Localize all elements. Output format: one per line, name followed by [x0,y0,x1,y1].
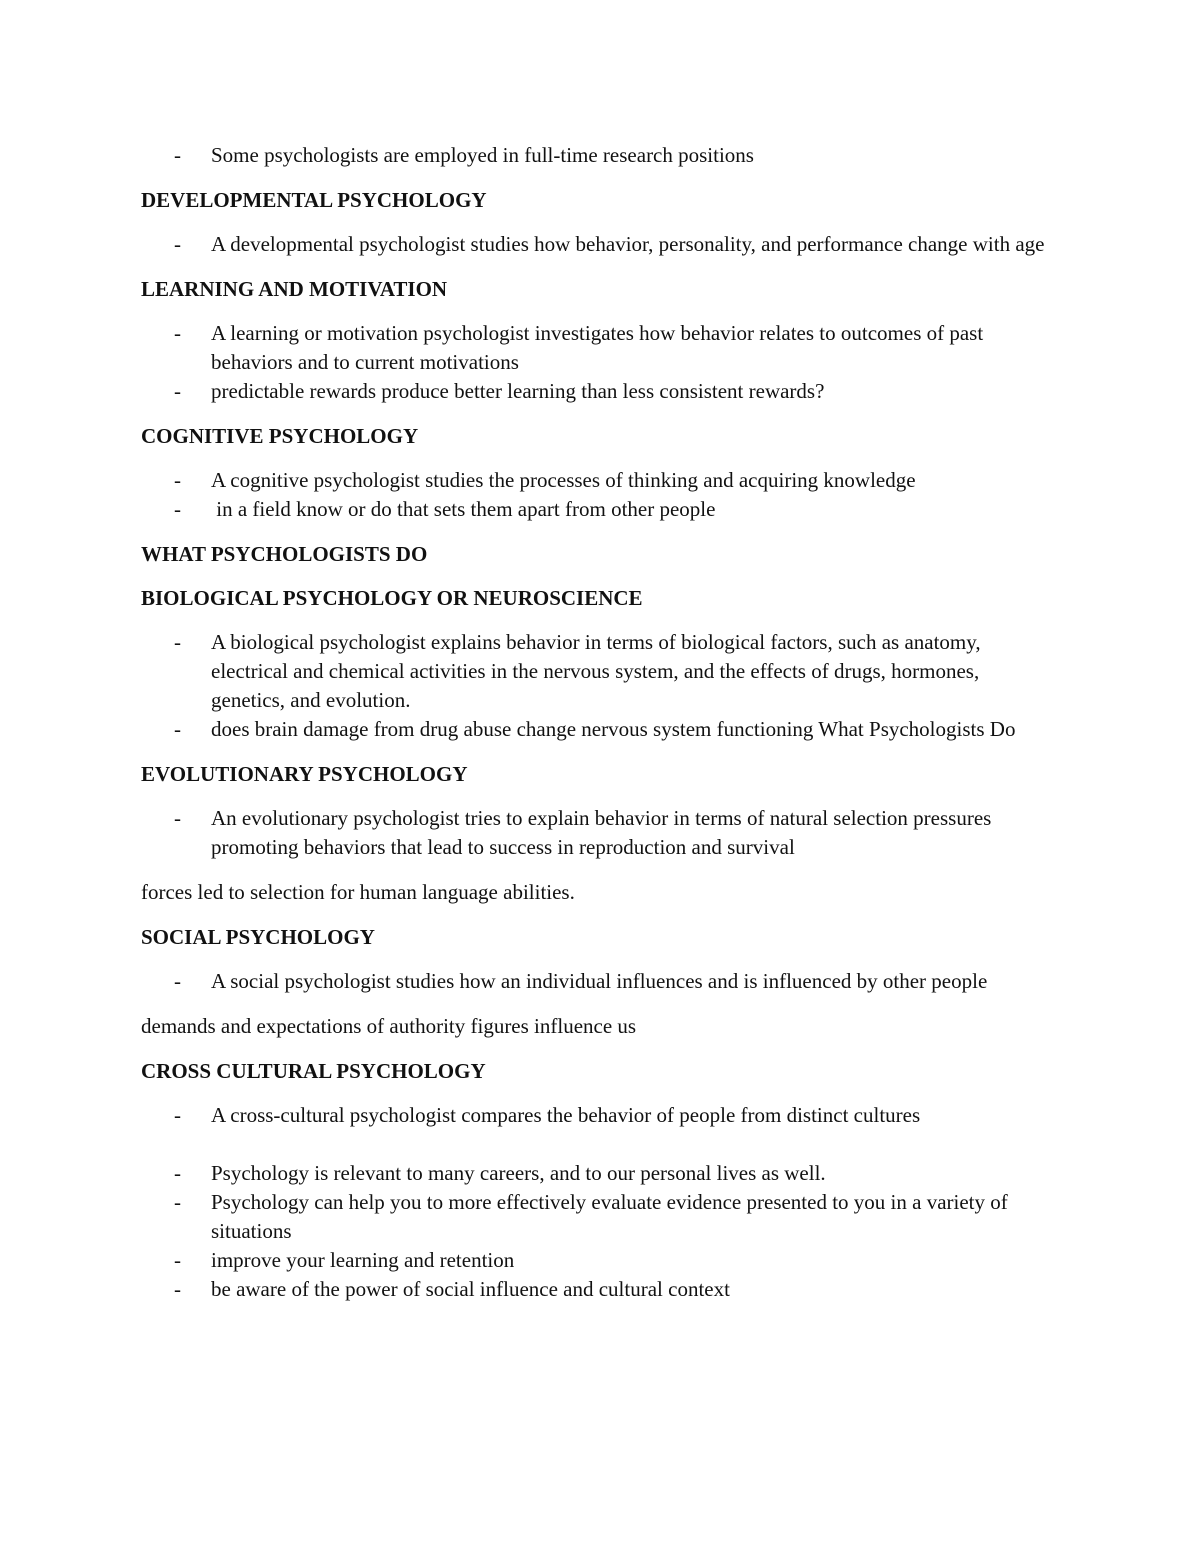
list-item [141,1101,1051,1130]
bullet-dash: - [174,468,181,492]
list-item [141,319,1051,377]
list-item-text: A learning or motivation psychologist investigates how behavior relates to outcomes of past behaviors and to current motivations [211,321,984,374]
paragraph-text: forces led to selection for human language abilities. [141,880,575,904]
section-heading-learning: LEARNING AND MOTIVATION [141,277,448,301]
bullet-dash: - [174,232,181,256]
list-item-text: A cognitive psychologist studies the processes of thinking and acquiring knowledge [211,468,916,492]
bullet-dash: - [174,321,181,345]
section-heading-social: SOCIAL PSYCHOLOGY [141,925,375,949]
list-item [141,141,1051,170]
list-item-text: be aware of the power of social influence and cultural context [211,1277,730,1301]
list-item [141,715,1051,744]
list-item [141,804,1051,862]
list-item [141,466,1051,495]
section-heading-developmental: DEVELOPMENTAL PSYCHOLOGY [141,188,487,212]
bullet-dash: - [174,1161,181,1185]
list-item [141,967,1051,996]
section-heading-cross-cultural: CROSS CULTURAL PSYCHOLOGY [141,1059,486,1083]
document-body [141,141,1051,1304]
list-item-text: Psychology can help you to more effectively evaluate evidence presented to you in a variety of situations [211,1190,1008,1243]
bullet-dash: - [174,1277,181,1301]
list-item-text: A developmental psychologist studies how behavior, personality, and performance change with age [211,232,1045,256]
list-item [141,230,1051,259]
list-item-text: in a field know or do that sets them apart from other people [211,497,716,521]
list-item [141,1275,1051,1304]
bullet-dash: - [174,497,181,521]
list-item [141,377,1051,406]
blank-line [141,1130,1051,1159]
list-item-text: Some psychologists are employed in full-time research positions [211,143,754,167]
list-item-text: A biological psychologist explains behavior in terms of biological factors, such as anatomy, electrical and chemical activities in the nervous system, and the effects of drugs, hormones, genetics, and evolution. [211,630,981,712]
bullet-dash: - [174,1190,181,1214]
list-item [141,1188,1051,1246]
list-item-text: A social psychologist studies how an individual influences and is influenced by other people [211,969,988,993]
section-heading-cognitive: COGNITIVE PSYCHOLOGY [141,424,419,448]
list-item-text: does brain damage from drug abuse change nervous system functioning What Psychologists Do [211,717,1016,741]
bullet-dash: - [174,1103,181,1127]
bullet-dash: - [174,969,181,993]
section-heading-what-psychologists-do: WHAT PSYCHOLOGISTS DO [141,542,428,566]
bullet-dash: - [174,630,181,654]
bullet-dash: - [174,143,181,167]
list-item [141,1246,1051,1275]
list-item [141,1159,1051,1188]
list-item-text: predictable rewards produce better learning than less consistent rewards? [211,379,825,403]
section-heading-biological: BIOLOGICAL PSYCHOLOGY OR NEUROSCIENCE [141,586,643,610]
bullet-dash: - [174,379,181,403]
list-item-text: improve your learning and retention [211,1248,515,1272]
list-item-text: An evolutionary psychologist tries to explain behavior in terms of natural selection pressures promoting behaviors that lead to success in reproduction and survival [211,806,992,859]
list-item-text: A cross-cultural psychologist compares the behavior of people from distinct cultures [211,1103,921,1127]
list-item [141,628,1051,715]
section-heading-evolutionary: EVOLUTIONARY PSYCHOLOGY [141,762,468,786]
bullet-dash: - [174,717,181,741]
paragraph-text: demands and expectations of authority figures influence us [141,1014,637,1038]
bullet-dash: - [174,1248,181,1272]
bullet-dash: - [174,806,181,830]
list-item [141,495,1051,524]
list-item-text: Psychology is relevant to many careers, and to our personal lives as well. [211,1161,826,1185]
